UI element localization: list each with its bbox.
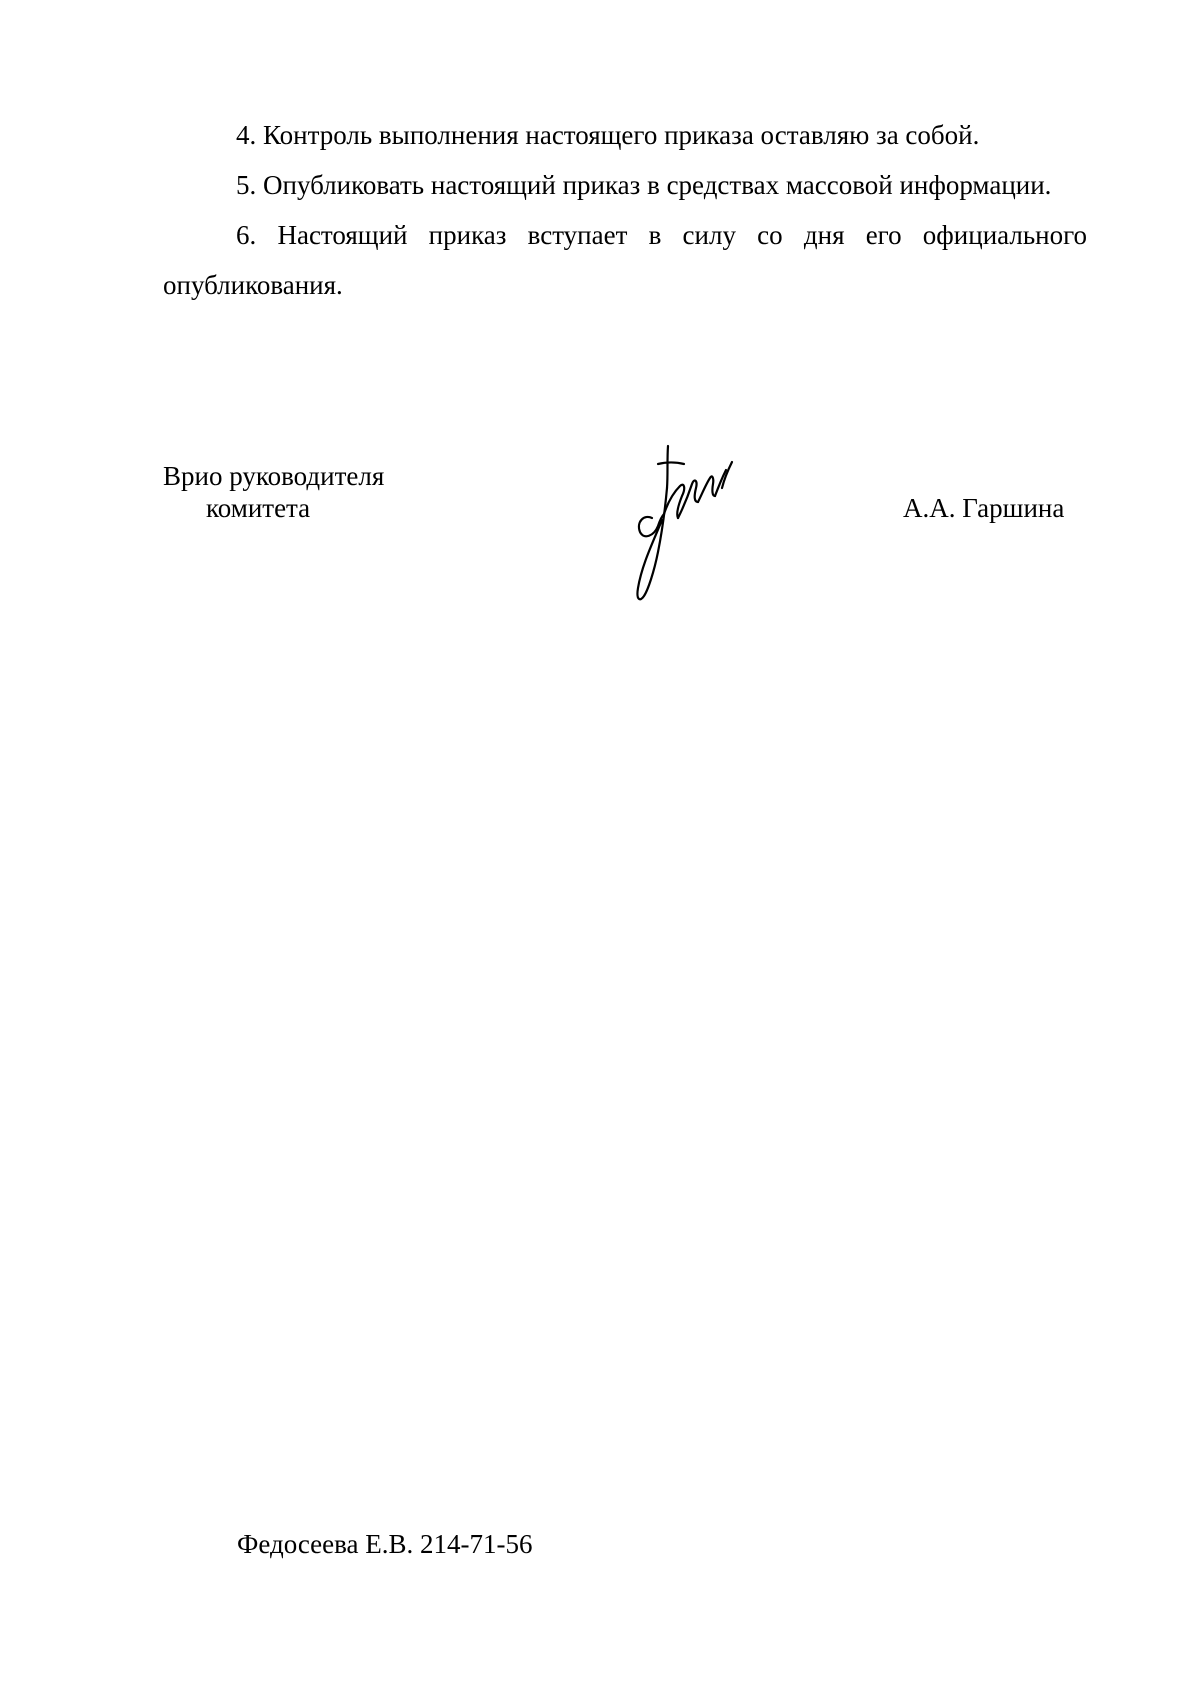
signatory-position: [163, 460, 384, 524]
executor-contact: Федосеева Е.В. 214-71-56: [237, 1529, 533, 1559]
handwritten-signature: [618, 440, 758, 610]
signatory-position-line2: комитета: [206, 493, 311, 523]
paragraph-4: 4. Контроль выполнения настоящего приказа оставляю за собой.: [236, 120, 980, 150]
signature-block: [163, 460, 1087, 620]
signatory-name: А.А. Гаршина: [903, 493, 1065, 523]
signatory-position-line1: Врио руководителя: [163, 461, 385, 491]
paragraph-6: 6. Настоящий приказ вступает в силу со дня его официального опубликования.: [163, 220, 1087, 300]
order-body: [163, 110, 1087, 310]
paragraph-5: 5. Опубликовать настоящий приказ в средствах массовой информации.: [236, 170, 1052, 200]
